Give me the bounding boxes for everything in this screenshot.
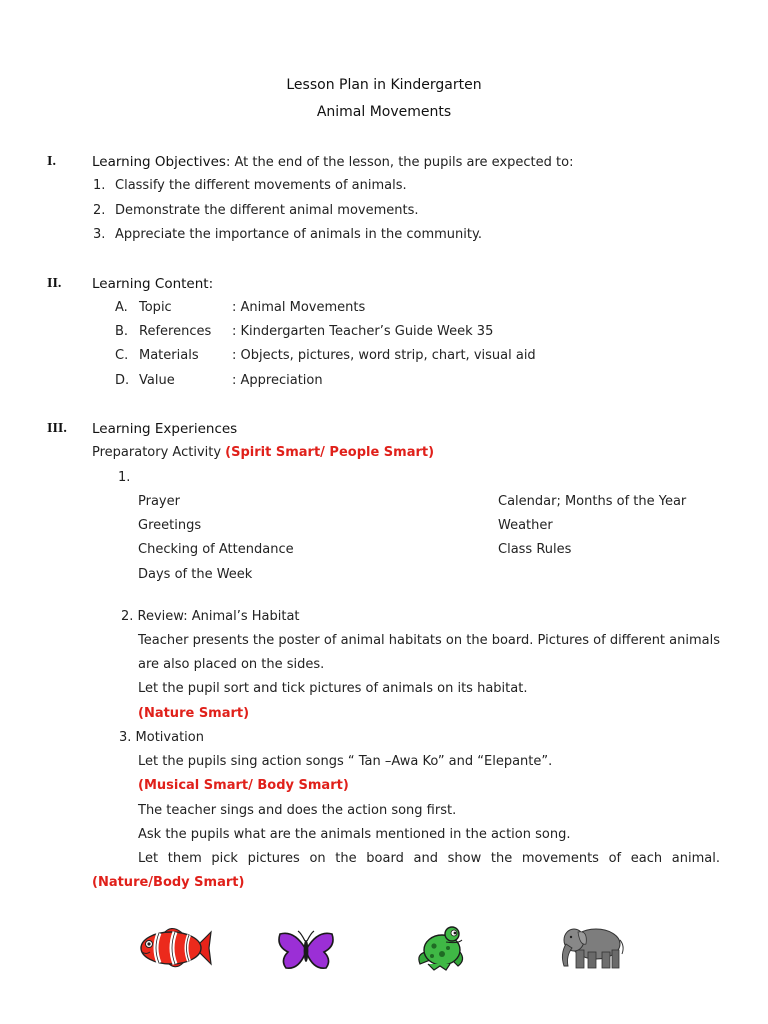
fish-icon: [137, 924, 213, 972]
step-2-line-3: Let the pupil sort and tick pictures of animals on its habitat.: [138, 681, 528, 696]
routine-greetings: Greetings: [138, 518, 202, 533]
step-2-tag: (Nature Smart): [138, 706, 250, 721]
section-1-numeral: I.: [47, 154, 56, 169]
butterfly-icon: [276, 928, 336, 972]
page-title: Lesson Plan in Kindergarten: [286, 77, 482, 93]
routine-prayer: Prayer: [138, 494, 180, 509]
content-d-label: Value: [139, 373, 175, 388]
section-2-numeral: II.: [47, 276, 62, 291]
step-3-tag-2: (Nature/Body Smart): [92, 875, 245, 890]
objective-2-number: 2.: [93, 203, 106, 218]
content-c-value: : Objects, pictures, word strip, chart, visual aid: [232, 348, 536, 363]
content-c-letter: C.: [115, 348, 129, 363]
section-1-heading: Learning Objectives: [92, 154, 226, 170]
step-2-title: 2. Review: Animal’s Habitat: [121, 609, 300, 624]
section-3-heading: Learning Experiences: [92, 421, 238, 437]
preparatory-activity-tag: (Spirit Smart/ People Smart): [225, 445, 435, 460]
objective-3-number: 3.: [93, 227, 106, 242]
step-3-line-1: Let the pupils sing action songs “ Tan –Awa Ko” and “Elepante”.: [138, 754, 553, 769]
routine-attendance: Checking of Attendance: [138, 542, 294, 557]
elephant-icon: [556, 922, 626, 972]
preparatory-activity-line: [92, 445, 434, 461]
content-b-label: References: [139, 324, 212, 339]
content-b-letter: B.: [115, 324, 129, 339]
step-2-line-1: Teacher presents the poster of animal habitats on the board. Pictures of different animals: [138, 633, 720, 648]
objective-3-text: Appreciate the importance of animals in the community.: [115, 227, 482, 242]
frog-icon: [414, 924, 468, 972]
section-1-line: [92, 154, 573, 171]
content-b-value: : Kindergarten Teacher’s Guide Week 35: [232, 324, 494, 339]
content-a-letter: A.: [115, 300, 128, 315]
step-3-title: 3. Motivation: [119, 730, 204, 745]
section-2-heading: Learning Content:: [92, 276, 214, 292]
routine-days-of-week: Days of the Week: [138, 567, 253, 582]
objective-1-text: Classify the different movements of animals.: [115, 178, 407, 193]
step-3-line-3: Ask the pupils what are the animals mentioned in the action song.: [138, 827, 571, 842]
page-subtitle: Animal Movements: [316, 104, 452, 120]
objective-2-text: Demonstrate the different animal movements.: [115, 203, 419, 218]
content-d-value: : Appreciation: [232, 373, 323, 388]
content-d-letter: D.: [115, 373, 130, 388]
preparatory-activity-label: Preparatory Activity: [92, 445, 226, 460]
step-3-line-2: The teacher sings and does the action song first.: [138, 803, 457, 818]
objective-1-number: 1.: [93, 178, 106, 193]
routine-class-rules: Class Rules: [498, 542, 572, 557]
section-3-numeral: III.: [47, 421, 67, 436]
step-2-line-2: are also placed on the sides.: [138, 657, 325, 672]
routine-calendar: Calendar; Months of the Year: [498, 494, 687, 509]
content-c-label: Materials: [139, 348, 199, 363]
section-1-intro: : At the end of the lesson, the pupils are expected to:: [225, 155, 574, 170]
content-a-label: Topic: [139, 300, 172, 315]
step-3-line-4: Let them pick pictures on the board and show the movements of each animal.: [138, 851, 720, 866]
content-a-value: : Animal Movements: [232, 300, 366, 315]
step-3-tag: (Musical Smart/ Body Smart): [138, 778, 349, 793]
step-1-number: 1.: [118, 470, 131, 485]
routine-weather: Weather: [498, 518, 553, 533]
